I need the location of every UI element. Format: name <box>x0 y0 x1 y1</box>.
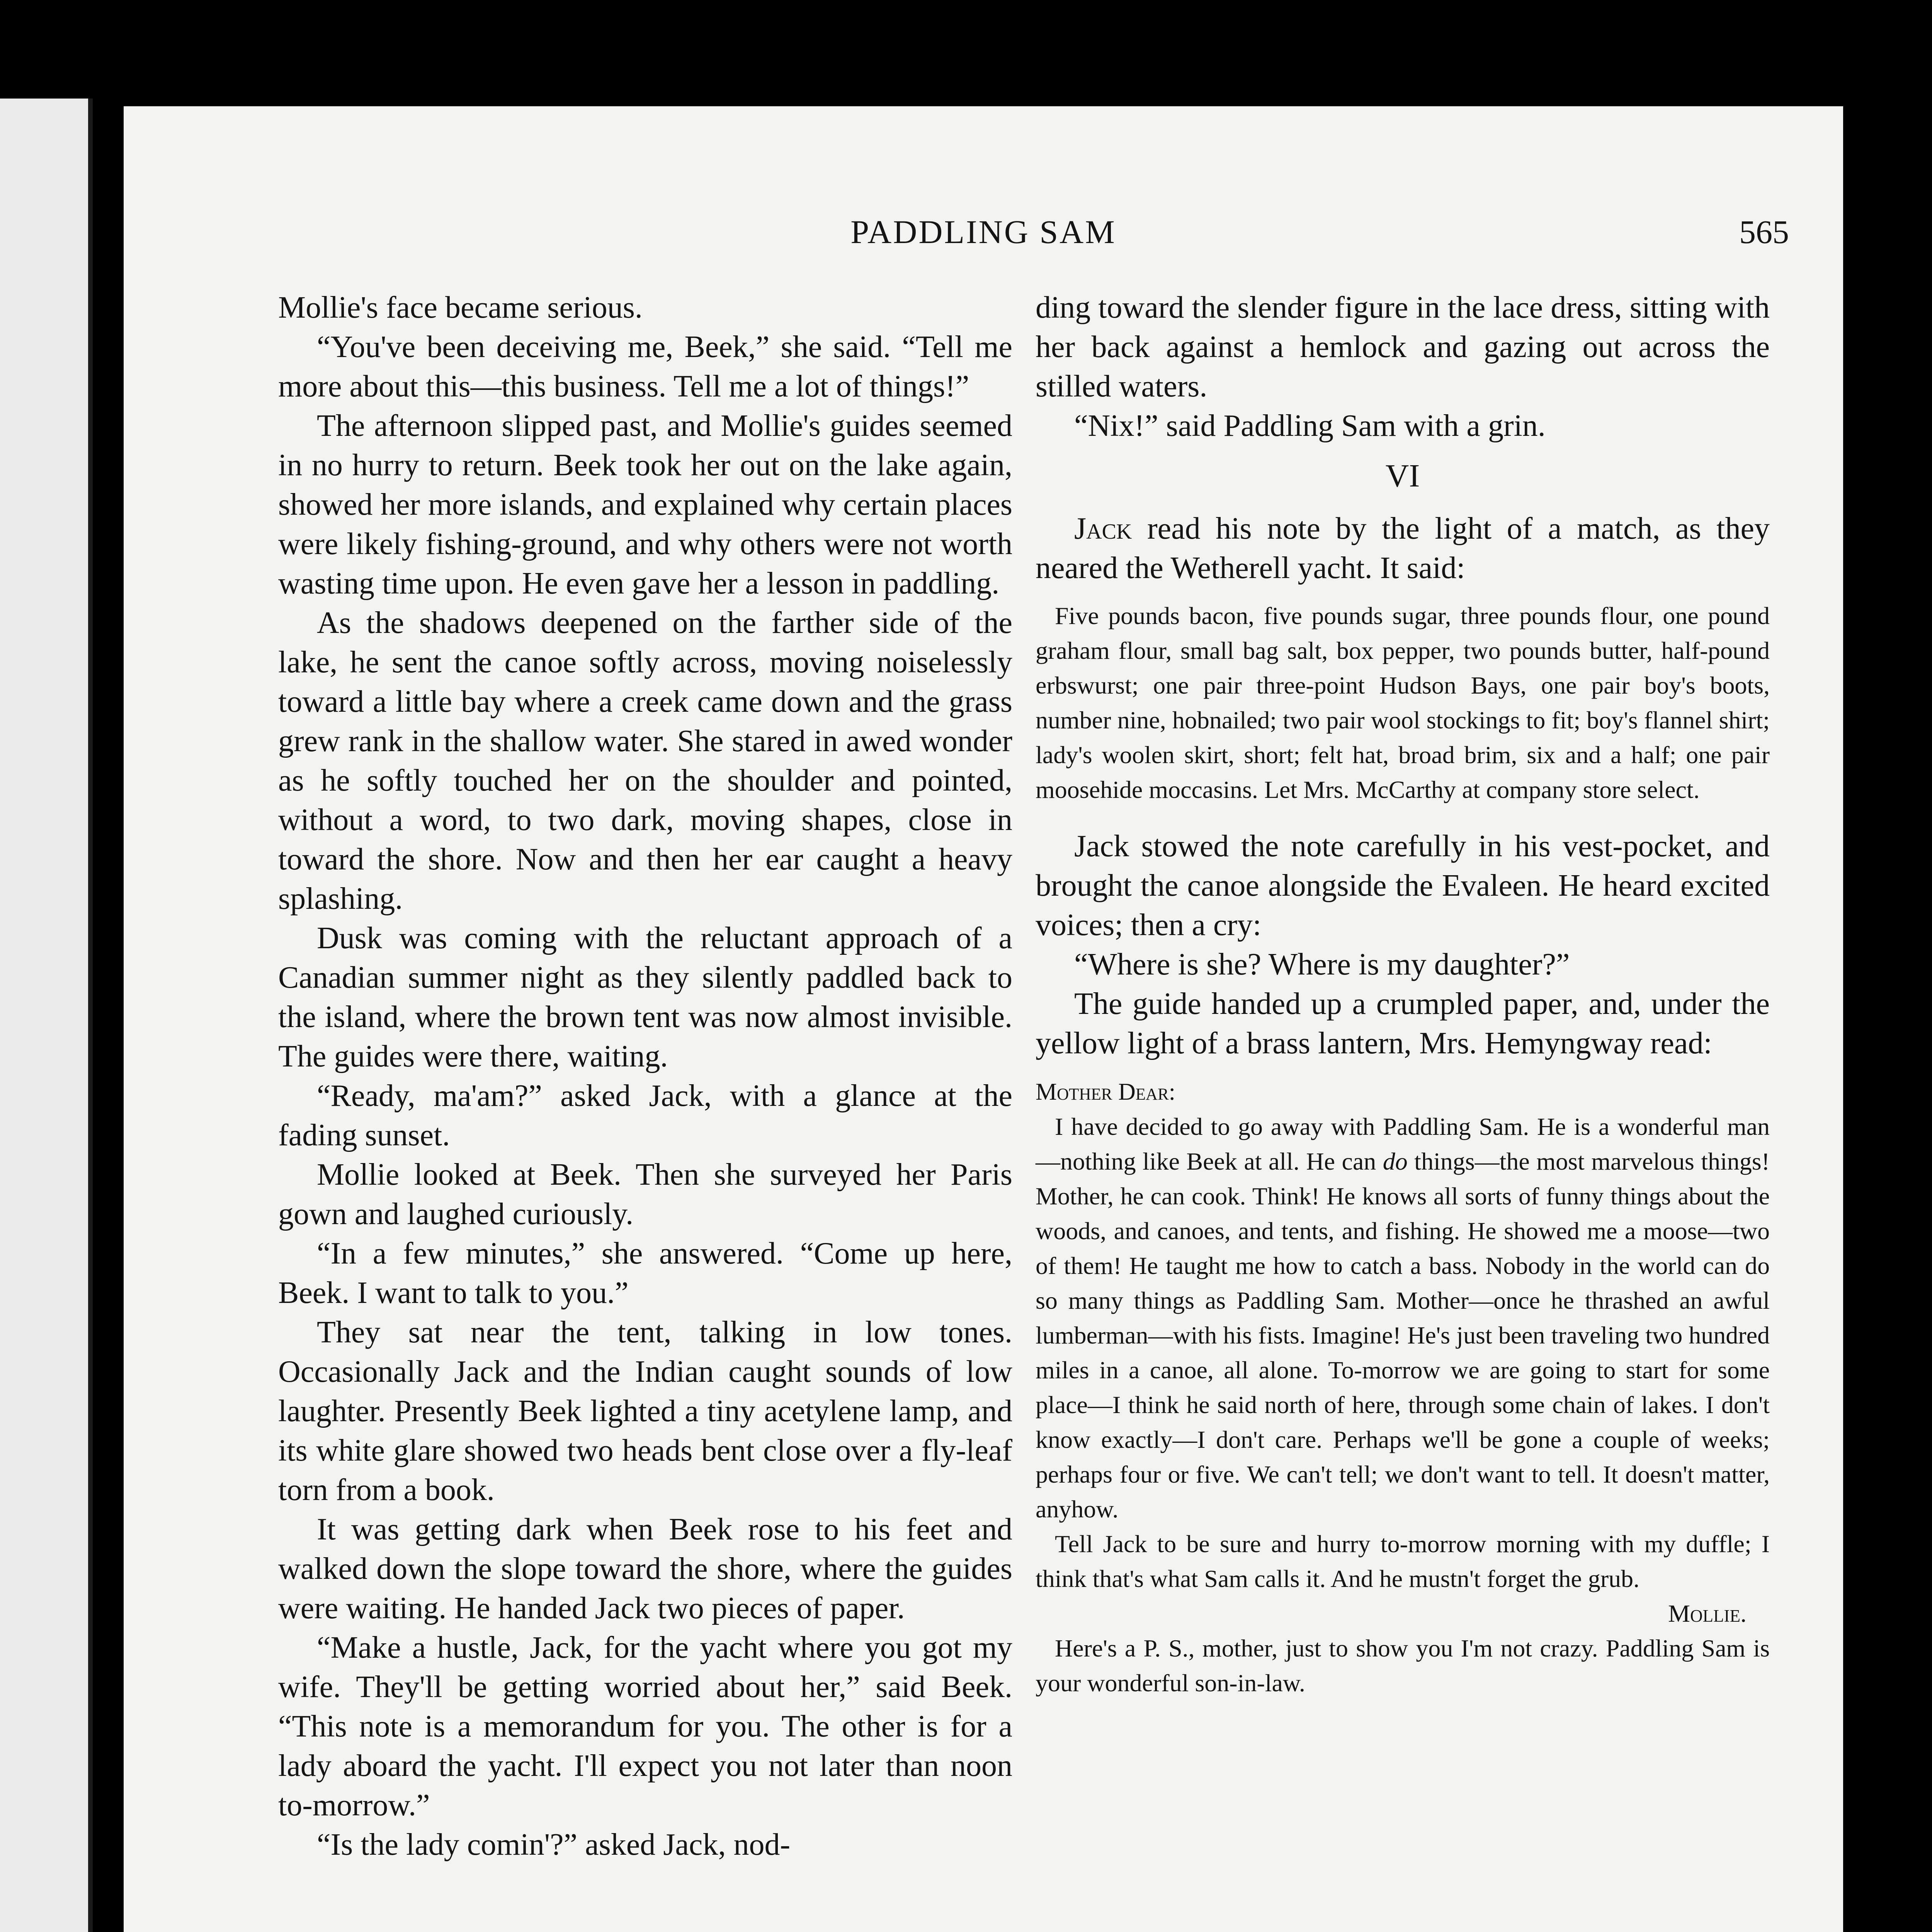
paragraph: They sat near the tent, talking in low tones. Occasionally Jack and the Indian caught sounds of low laughter. Presently Beek lighted a tiny acetylene lamp, and its white glare showed two heads bent close over a fly-leaf torn from a book. <box>278 1315 1012 1507</box>
paragraph: “Where is she? Where is my daughter?” <box>1074 947 1570 981</box>
right-column <box>1036 288 1770 1720</box>
running-title: PADDLING SAM <box>850 213 1116 250</box>
paragraph: “Nix!” said Paddling Sam with a grin. <box>1074 409 1546 443</box>
page-number: 565 <box>1739 213 1789 250</box>
running-head <box>124 211 1843 253</box>
facing-page-edge <box>0 99 91 1932</box>
paragraph: The afternoon slipped past, and Mollie's guides seemed in no hurry to return. Beek took her out on the lake again, showed her more islands, and explained why certain places were likely fishing-ground, and why others were not worth wasting time upon. He even gave her a lesson in paddling. <box>278 409 1012 600</box>
mollie-letter <box>1036 1075 1770 1701</box>
paragraph: “In a few minutes,” she answered. “Come up here, Beek. I want to talk to you.” <box>278 1236 1012 1310</box>
letter-paragraph: Tell Jack to be sure and hurry to-morrow morning with my duffle; I think that's what Sam calls it. And he mustn't forget the grub. <box>1036 1530 1770 1592</box>
letter-postscript: Here's a P. S., mother, just to show you I'm not crazy. Paddling Sam is your wonderful son-in-law. <box>1036 1634 1770 1697</box>
letter-text: things—the most marvelous things! Mother, he can cook. Think! He knows all sorts of funny things about the woods, and canoes, and tents, and fishing. He showed me a moose—two of them! He taught me how to catch a bass. Nobody in the world can do so many things as Paddling Sam. Mother—once he thrashed an awful lumberman—with his fists. Imagine! He's just been traveling two hundred miles in a canoe, all alone. To-morrow we are going to start for some place—I think he said north of here, through some chain of lakes. I don't know exactly—I don't care. Perhaps we'll be gone a couple of weeks; perhaps four or five. We can't tell; we don't want to tell. It doesn't matter, anyhow. <box>1036 1148 1770 1523</box>
paragraph: The guide handed up a crumpled paper, and, under the yellow light of a brass lantern, Mrs. Hemyngway read: <box>1036 987 1770 1060</box>
paragraph-continuation: ding toward the slender figure in the lace dress, sitting with her back against a hemlock and gazing out across the stilled waters. <box>1036 291 1770 403</box>
paragraph: Mollie looked at Beek. Then she surveyed her Paris gown and laughed curiously. <box>278 1158 1012 1231</box>
letter-text: I have decided to go away with Paddling Sam. He is a wonderful man—nothing like Beek at all. He can <box>1036 1113 1770 1175</box>
paragraph: “Is the lady comin'?” asked Jack, nod- <box>317 1828 791 1862</box>
binding-gutter <box>88 99 93 1932</box>
letter-signature: Mollie. <box>1668 1600 1747 1627</box>
paragraph: Dusk was coming with the reluctant approach of a Canadian summer night as they silently paddled back to the island, where the brown tent was now almost invisible. The guides were there, waiting. <box>278 921 1012 1073</box>
note-text: Five pounds bacon, five pounds sugar, three pounds flour, one pound graham flour, small bag salt, box pepper, two pounds butter, half-pound erbswurst; one pair three-point Hudson Bays, one pair boy's boots, number nine, hobnailed; two pair wool stockings to fit; boy's flannel shirt; lady's woolen skirt, short; felt hat, broad brim, six and a half; one pair moosehide moccasins. Let Mrs. McCarthy at company store select. <box>1036 602 1770 803</box>
magazine-page <box>124 106 1843 1932</box>
paragraph: As the shadows deepened on the farther side of the lake, he sent the canoe softly across, moving noiselessly toward a little bay where a creek came down and the grass grew rank in the shallow water. She stared in awed wonder as he softly touched her on the shoulder and pointed, without a word, to two dark, moving shapes, close in toward the shore. Now and then her ear caught a heavy splashing. <box>278 606 1012 916</box>
small-caps-lead: Jack <box>1074 512 1132 546</box>
paragraph: Jack stowed the note carefully in his vest-pocket, and brought the canoe alongside the Evaleen. He heard excited voices; then a cry: <box>1036 829 1770 942</box>
paragraph: It was getting dark when Beek rose to his feet and walked down the slope toward the shore, where the guides were waiting. He handed Jack two pieces of paper. <box>278 1512 1012 1625</box>
paragraph: Mollie's face became serious. <box>278 291 643 325</box>
paragraph-text: read his note by the light of a match, as they neared the Wetherell yacht. It said: <box>1036 512 1770 585</box>
left-column <box>278 288 1012 1864</box>
paragraph: “Make a hustle, Jack, for the yacht where you got my wife. They'll be getting worried about her,” said Beek. “This note is a memorandum for you. The other is for a lady aboard the yacht. I'll expect you not later than noon to-morrow.” <box>278 1631 1012 1822</box>
letter-paragraph <box>1036 1109 1770 1527</box>
letter-emphasis: do <box>1383 1148 1408 1175</box>
paragraph: “You've been deceiving me, Beek,” she said. “Tell me more about this—this business. Tell me a lot of things!” <box>278 330 1012 403</box>
paragraph <box>1036 509 1770 588</box>
paragraph: “Ready, ma'am?” asked Jack, with a glance at the fading sunset. <box>278 1079 1012 1152</box>
letter-greeting: Mother Dear: <box>1036 1079 1175 1105</box>
section-number: VI <box>1385 458 1420 494</box>
jack-note <box>1036 599 1770 807</box>
